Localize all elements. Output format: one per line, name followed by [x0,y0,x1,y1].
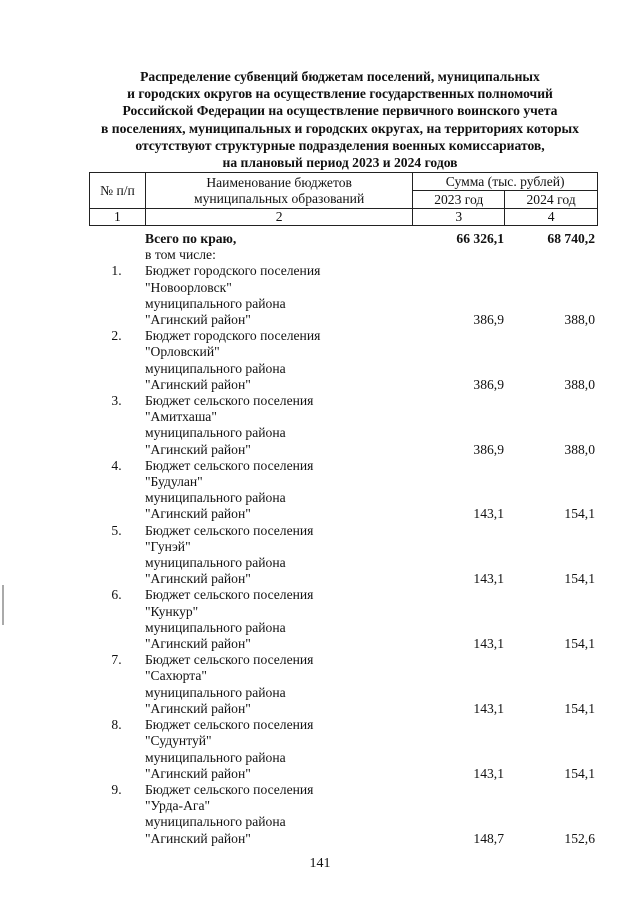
row-name-line: муниципального района [145,555,286,571]
scan-margin-mark [2,585,4,625]
total-2024: 68 740,2 [547,231,595,246]
row-name [145,782,395,847]
row-value-2023: 143,1 [473,636,504,652]
table-row [89,717,598,782]
row-value-2024: 152,6 [564,830,595,846]
row-value-2024: 388,0 [564,312,595,328]
title-line: в поселениях, муниципальных и городских округах, на территориях которых [101,120,579,136]
table-row [89,393,598,458]
row-name-line: Бюджет сельского поселения [145,393,314,409]
total-2023: 66 326,1 [456,231,504,246]
row-value-2024: 154,1 [564,571,595,587]
row-number: 8. [111,717,122,733]
col-index: 4 [505,209,598,226]
row-name [145,717,395,782]
document-title [60,68,620,171]
row-name-line: Бюджет сельского поселения [145,587,314,603]
row-value-2024: 388,0 [564,376,595,392]
total-row [89,231,598,247]
row-name-line: "Агинский район" [145,765,251,781]
title-line: и городских округов на осуществление государственных полномочий [127,86,553,102]
row-name [145,587,395,652]
row-name-line: муниципального района [145,814,286,830]
table-row [89,652,598,717]
row-name-line: "Агинский район" [145,441,251,457]
row-name-line: "Амитхаша" [145,409,217,425]
row-value-2023: 143,1 [473,571,504,587]
row-name-line: муниципального района [145,619,286,635]
col-2023-header: 2023 год [413,191,505,209]
col-2024-header: 2024 год [505,191,598,209]
col-index: 1 [90,209,146,226]
table-row [89,328,598,393]
row-name [145,652,395,717]
row-name-line: "Агинский район" [145,506,251,522]
title-line: Распределение субвенций бюджетам поселений, муниципальных [140,69,540,84]
row-value-2024: 154,1 [564,636,595,652]
row-name-line: "Судунтуй" [145,733,212,749]
row-number: 7. [111,652,122,668]
col-name-header [145,173,412,209]
col-index: 2 [145,209,412,226]
row-name-line: "Гунэй" [145,538,191,554]
row-name-line: Бюджет городского поселения [145,328,321,344]
title-line: отсутствуют структурные подразделения военных комиссариатов, [135,137,545,153]
row-name-line: Бюджет сельского поселения [145,781,314,797]
row-value-2023: 386,9 [473,441,504,457]
row-name-line: "Будулан" [145,474,203,490]
row-name-line: Бюджет сельского поселения [145,652,314,668]
row-value-2024: 154,1 [564,506,595,522]
row-name-line: "Агинский район" [145,636,251,652]
row-number: 6. [111,587,122,603]
col-name-line: муниципальных образований [193,190,365,206]
row-name [145,523,395,588]
row-name-line: "Агинский район" [145,700,251,716]
row-name-line: "Урда-Ага" [145,798,211,814]
row-name-line: "Агинский район" [145,830,251,846]
row-name-line: Бюджет сельского поселения [145,522,314,538]
table-row [89,523,598,588]
row-name-line: "Агинский район" [145,571,251,587]
col-name-line: Наименование бюджетов [206,174,352,190]
row-name-line: муниципального района [145,749,286,765]
table-body [89,231,598,847]
table-row [89,458,598,523]
row-name-line: муниципального района [145,684,286,700]
row-name-line: "Орловский" [145,344,220,360]
row-name [145,458,395,523]
including-row [89,247,598,263]
row-name-line: Бюджет сельского поселения [145,457,314,473]
row-value-2023: 143,1 [473,765,504,781]
col-index: 3 [413,209,505,226]
row-value-2024: 154,1 [564,700,595,716]
row-name [145,393,395,458]
row-value-2023: 386,9 [473,312,504,328]
table-row [89,587,598,652]
row-value-2023: 386,9 [473,376,504,392]
table-row [89,782,598,847]
row-name-line: муниципального района [145,490,286,506]
row-value-2024: 154,1 [564,765,595,781]
row-name-line: муниципального района [145,295,286,311]
table-header [89,172,598,226]
row-name-line: "Новоорловск" [145,279,232,295]
col-num-header: № п/п [90,173,146,209]
table-row [89,263,598,328]
row-number: 2. [111,328,122,344]
row-value-2023: 143,1 [473,506,504,522]
row-value-2023: 143,1 [473,700,504,716]
row-number: 4. [111,457,122,473]
row-value-2023: 148,7 [473,830,504,846]
title-line: на плановый период 2023 и 2024 годов [222,155,458,171]
row-name-line: "Сахюрта" [145,668,207,684]
row-number: 3. [111,393,122,409]
row-name [145,263,395,328]
row-number: 1. [111,263,122,279]
row-name-line: муниципального района [145,360,286,376]
col-sum-header: Сумма (тыс. рублей) [413,173,598,191]
row-number: 9. [111,781,122,797]
page-number: 141 [309,856,331,871]
including-label: в том числе: [145,247,216,263]
row-name-line: "Агинский район" [145,376,251,392]
total-label: Всего по краю, [145,231,237,246]
row-name-line: Бюджет сельского поселения [145,717,314,733]
row-number: 5. [111,522,122,538]
row-name-line: муниципального района [145,425,286,441]
title-line: Российской Федерации на осуществление первичного воинского учета [122,103,558,119]
row-name-line: Бюджет городского поселения [145,263,321,279]
row-name-line: "Агинский район" [145,312,251,328]
row-name [145,328,395,393]
row-name-line: "Кункур" [145,603,199,619]
row-value-2024: 388,0 [564,441,595,457]
